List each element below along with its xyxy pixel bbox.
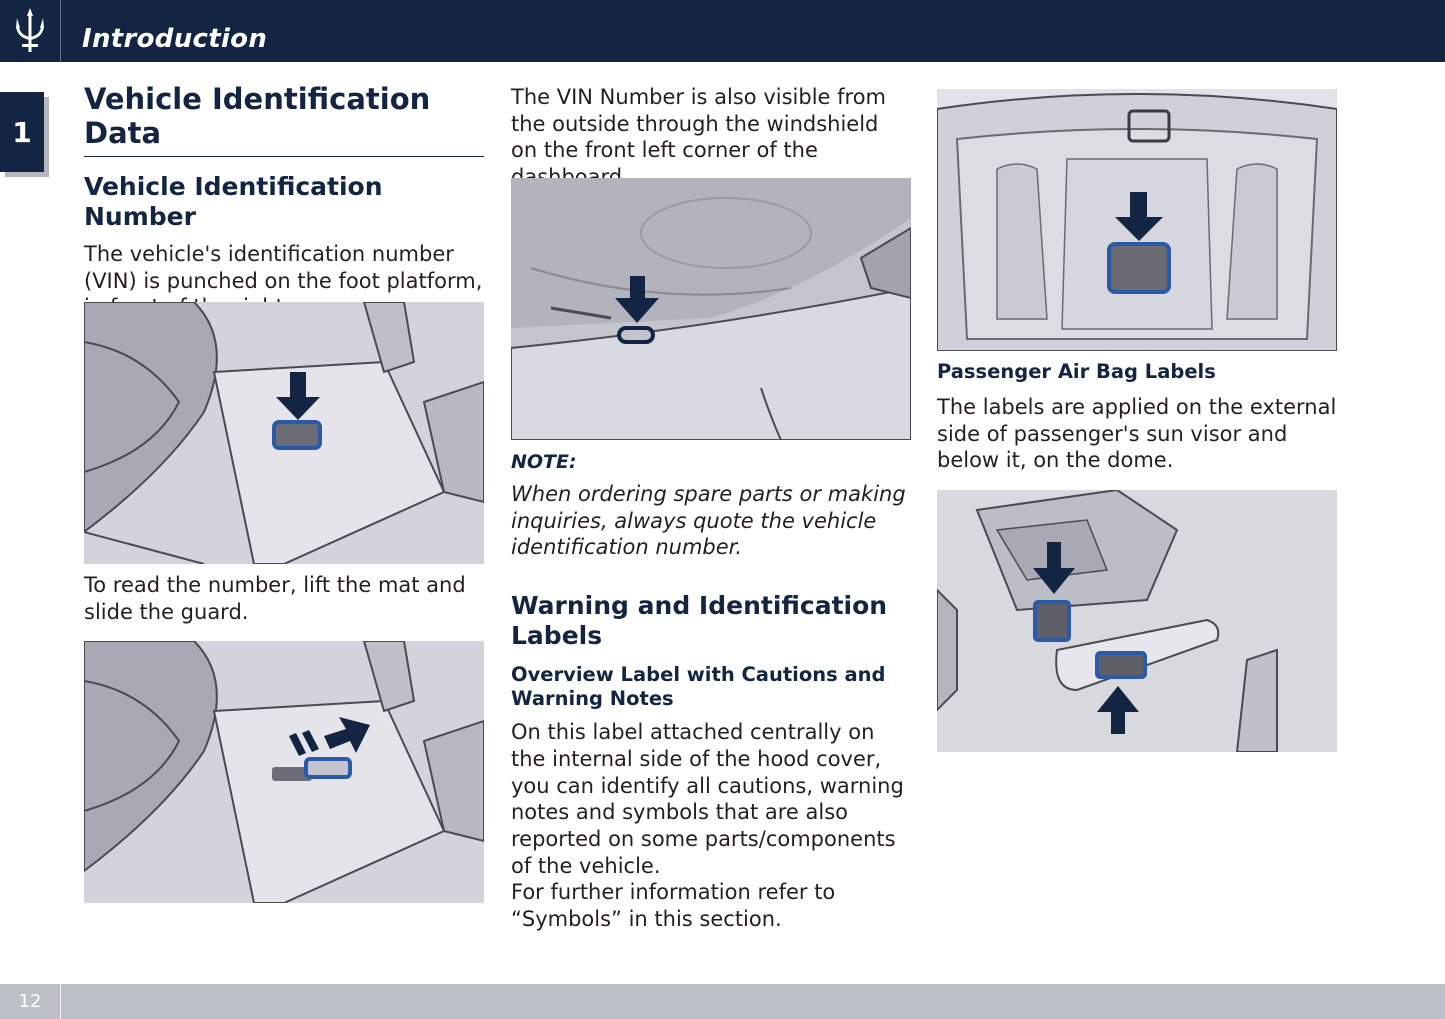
page-number: 12 (0, 984, 61, 1019)
airbag-paragraph: The labels are applied on the external side of passenger's sun visor and below it, on the dome. (937, 395, 1337, 473)
windshield-paragraph: The VIN Number is also visible from the outside through the windshield on the front left corner of the (511, 85, 886, 163)
windshield-figure (511, 178, 911, 440)
page-header (0, 0, 1445, 62)
column-2 (511, 84, 911, 191)
page-footer (0, 984, 1445, 1019)
foot-platform-figure (84, 302, 484, 564)
overview-heading: Overview Label with Cautions and Warning Notes (511, 663, 886, 711)
brand-logo (0, 0, 61, 62)
note-block (511, 451, 911, 933)
sun-visor-figure (937, 490, 1337, 752)
note-text: When ordering spare parts or making inquiries, always quote the vehicle identification number. (511, 482, 906, 560)
slide-guard-figure (84, 641, 484, 903)
further-info-paragraph: For further information refer to “Symbols” in this section. (511, 880, 836, 932)
trident-icon (0, 0, 60, 62)
hood-figure (937, 89, 1337, 351)
labels-heading: Warning and Identification Labels (511, 591, 888, 651)
page-title: Vehicle Identification Data (84, 82, 484, 157)
vin-heading: Vehicle Identification Number (84, 172, 383, 231)
column-3 (937, 360, 1337, 474)
airbag-heading: Passenger Air Bag Labels (937, 360, 1216, 383)
mat-paragraph: To read the number, lift the mat and slide the guard. (84, 573, 466, 624)
chapter-tab[interactable]: 1 (0, 92, 44, 172)
vin-paragraph: The vehicle's identification number (VIN) is punched on the foot platform, (84, 242, 483, 293)
overview-paragraph: On this label attached centrally on the internal side of the hood cover, you can identify all cautions, warning notes and symbols that are also reported on some parts/components of the vehicle. (511, 720, 904, 878)
section-title: Introduction (82, 24, 268, 54)
note-label: NOTE: (511, 451, 577, 473)
